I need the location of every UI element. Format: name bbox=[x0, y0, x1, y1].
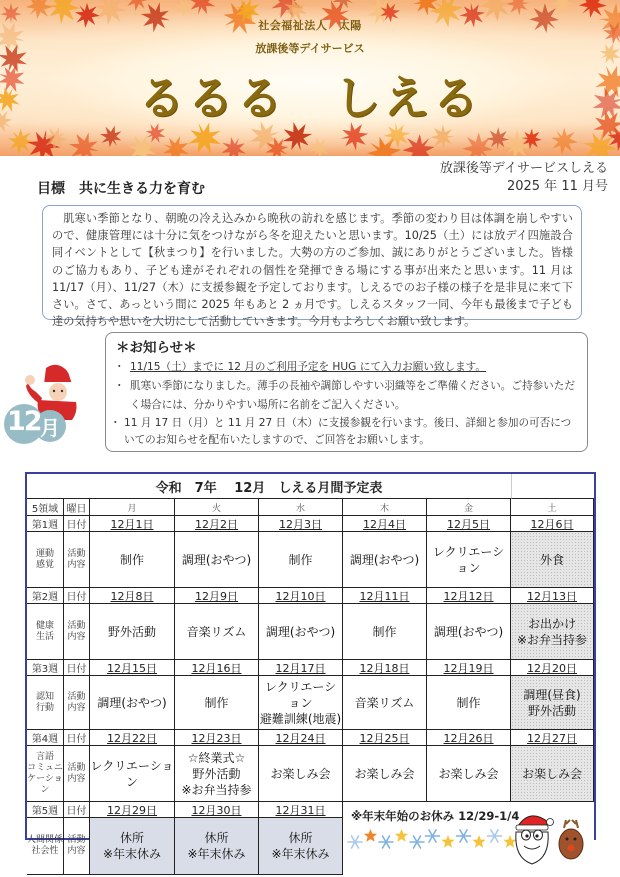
date-cell: 12月16日 bbox=[175, 660, 259, 676]
date-cell: 12月6日 bbox=[511, 516, 594, 532]
month-number: 12 bbox=[7, 406, 41, 437]
activity-cell: 調理(おやつ) bbox=[427, 604, 511, 660]
activity-cell: 音楽リズム bbox=[175, 604, 259, 660]
goal-text: 共に生きる力を育む bbox=[79, 181, 205, 197]
week-label: 第1週 bbox=[27, 516, 64, 532]
date-cell: 12月29日 bbox=[90, 802, 175, 818]
area-label: 言語 コミュニ ケーショ ン bbox=[27, 746, 64, 802]
activity-cell: レクリエーション bbox=[427, 532, 511, 588]
date-cell: 12月5日 bbox=[427, 516, 511, 532]
date-label: 日付 bbox=[64, 730, 90, 746]
activity-cell: 調理(おやつ) bbox=[259, 604, 343, 660]
date-cell: 12月1日 bbox=[90, 516, 175, 532]
date-cell: 12月15日 bbox=[90, 660, 175, 676]
date-label: 日付 bbox=[64, 588, 90, 604]
area-label: 人間関係 社会性 bbox=[27, 818, 64, 875]
holiday-notice-box bbox=[343, 802, 594, 875]
date-cell: 12月22日 bbox=[90, 730, 175, 746]
activity-cell: 調理(おやつ) bbox=[175, 532, 259, 588]
activity-label: 活動 内容 bbox=[64, 532, 90, 588]
activity-cell: お楽しみ会 bbox=[343, 746, 427, 802]
notice-item: ・ 11 月 17 日（月）と 11 月 27 日（木）に支援参観を行います。後日、詳細と参加の可否についてのお知らせを配布いたしますので、ご回答をお願いします。 bbox=[116, 415, 579, 449]
date-cell: 12月30日 bbox=[175, 802, 259, 818]
area-label: 健康 生活 bbox=[27, 604, 64, 660]
intro-message-box bbox=[42, 205, 582, 329]
maple-leaf-icon bbox=[520, 127, 544, 151]
date-cell: 12月4日 bbox=[343, 516, 427, 532]
goal-heading bbox=[37, 178, 205, 198]
activity-cell: 制作 bbox=[90, 532, 175, 588]
date-cell: 12月3日 bbox=[259, 516, 343, 532]
area-label: 認知 行動 bbox=[27, 676, 64, 730]
date-cell: 12月11日 bbox=[343, 588, 427, 604]
notice-item: ・ 肌寒い季節になりました。薄手の長袖や調節しやすい羽織等をご準備ください。ご持参いただく場合には、分かりやすい場所に名前をご記入ください。 bbox=[116, 377, 579, 415]
activity-cell: 調理(昼食) 野外活動 bbox=[511, 676, 594, 730]
activity-cell: お楽しみ会 bbox=[427, 746, 511, 802]
activity-label: 活動 内容 bbox=[64, 818, 90, 875]
date-cell: 12月9日 bbox=[175, 588, 259, 604]
month-badge bbox=[4, 402, 66, 444]
date-cell: 12月12日 bbox=[427, 588, 511, 604]
date-cell: 12月23日 bbox=[175, 730, 259, 746]
schedule-title: 令和 7年 12月 しえる月間予定表 bbox=[27, 474, 511, 499]
activity-cell: お楽しみ会 bbox=[511, 746, 594, 802]
area-header: 5領域 bbox=[27, 499, 64, 516]
monthly-schedule-table bbox=[25, 472, 596, 861]
date-cell: 12月25日 bbox=[343, 730, 427, 746]
santa-reindeer-icon bbox=[512, 808, 592, 868]
date-cell: 12月27日 bbox=[511, 730, 594, 746]
month-unit: 月 bbox=[40, 416, 60, 440]
goal-label: 目標 bbox=[37, 181, 65, 197]
weekday-4: 木 bbox=[343, 499, 427, 516]
activity-cell: お出かけ ※お弁当持参 bbox=[511, 604, 594, 660]
schedule-title-blank bbox=[511, 474, 594, 499]
service-name: 放課後等デイサービス bbox=[255, 42, 365, 55]
date-cell: 12月10日 bbox=[259, 588, 343, 604]
date-label: 日付 bbox=[64, 660, 90, 676]
week-label: 第5週 bbox=[27, 802, 64, 818]
publication-info bbox=[440, 160, 608, 196]
activity-cell: 制作 bbox=[343, 604, 427, 660]
activity-label: 活動 内容 bbox=[64, 604, 90, 660]
snowflake-star-decoration bbox=[347, 826, 517, 852]
issue-date: 2025 年 11 月号 bbox=[506, 179, 608, 194]
activity-label: 活動 内容 bbox=[64, 746, 90, 802]
date-cell: 12月17日 bbox=[259, 660, 343, 676]
date-cell: 12月2日 bbox=[175, 516, 259, 532]
date-label: 日付 bbox=[64, 802, 90, 818]
activity-cell: 休所 ※年末休み bbox=[259, 818, 343, 875]
weekday-header: 曜日 bbox=[64, 499, 90, 516]
notice-list bbox=[116, 358, 579, 449]
weekday-2: 火 bbox=[175, 499, 259, 516]
activity-cell: 調理(おやつ) bbox=[343, 532, 427, 588]
activity-cell: 制作 bbox=[175, 676, 259, 730]
weekday-3: 水 bbox=[259, 499, 343, 516]
notice-title: ＊お知らせ＊ bbox=[116, 340, 197, 356]
activity-cell: レクリエーション bbox=[90, 746, 175, 802]
publisher-name: 放課後等デイサービスしえる bbox=[439, 161, 608, 176]
activity-cell: 音楽リズム bbox=[343, 676, 427, 730]
area-label: 運動 感覚 bbox=[27, 532, 64, 588]
activity-cell: レクリエーション 避難訓練(地震) bbox=[259, 676, 343, 730]
holiday-note: ※年末年始のお休み 12/29-1/4 bbox=[351, 809, 520, 823]
activity-label: 活動 内容 bbox=[64, 676, 90, 730]
date-cell: 12月13日 bbox=[511, 588, 594, 604]
activity-cell: 調理(おやつ) bbox=[90, 676, 175, 730]
activity-cell: ☆終業式☆ 野外活動 ※お弁当持参 bbox=[175, 746, 259, 802]
activity-cell: 休所 ※年末休み bbox=[90, 818, 175, 875]
date-cell: 12月8日 bbox=[90, 588, 175, 604]
intro-text: 肌寒い季節となり、朝晩の冷え込みから晩秋の訪れを感じます。季節の変わり目は体調を崩しやすいので、健康管理には十分に気をつけながら冬を迎えたいと思います。10/25（土）には放デイ四施設合同イベントとして【秋まつり】を行いました。大勢の方のご参加、誠にありがとうございました。皆様のご協力もあり、子ども達がそれぞれの個性を発揮できる場にする事が出来たと思います。11 月は 11/17（月）、11/27（木）に支援参観を予定しております。しえるでのお子様の様子を是非見に来て下さい。さて、あっという間に 2025 年もあと 2 ヵ月です。しえるスタッフ一同、今年も最後まで子ども達の気持ちや思いを大切にして活動していきます。今月もよろしくお願い致します。 bbox=[52, 212, 573, 329]
activity-cell: お楽しみ会 bbox=[259, 746, 343, 802]
date-label: 日付 bbox=[64, 516, 90, 532]
activity-cell: 外食 bbox=[511, 532, 594, 588]
activity-cell: 制作 bbox=[259, 532, 343, 588]
week-label: 第2週 bbox=[27, 588, 64, 604]
newsletter-title: るるる しえる bbox=[138, 71, 482, 125]
activity-cell: 休所 ※年末休み bbox=[175, 818, 259, 875]
weekday-5: 金 bbox=[427, 499, 511, 516]
date-cell: 12月31日 bbox=[259, 802, 343, 818]
weekday-1: 月 bbox=[90, 499, 175, 516]
weekday-6: 土 bbox=[511, 499, 594, 516]
week-label: 第3週 bbox=[27, 660, 64, 676]
date-cell: 12月19日 bbox=[427, 660, 511, 676]
notice-item: ・ 11/15（土）までに 12 月のご利用予定を HUG にて入力お願い致します。 bbox=[116, 358, 579, 377]
notice-box bbox=[105, 332, 588, 452]
activity-cell: 制作 bbox=[427, 676, 511, 730]
date-cell: 12月24日 bbox=[259, 730, 343, 746]
date-cell: 12月26日 bbox=[427, 730, 511, 746]
week-label: 第4週 bbox=[27, 730, 64, 746]
activity-cell: 野外活動 bbox=[90, 604, 175, 660]
date-cell: 12月20日 bbox=[511, 660, 594, 676]
organization-name: 社会福祉法人 太陽 bbox=[258, 19, 362, 32]
autumn-banner bbox=[0, 0, 620, 156]
date-cell: 12月18日 bbox=[343, 660, 427, 676]
